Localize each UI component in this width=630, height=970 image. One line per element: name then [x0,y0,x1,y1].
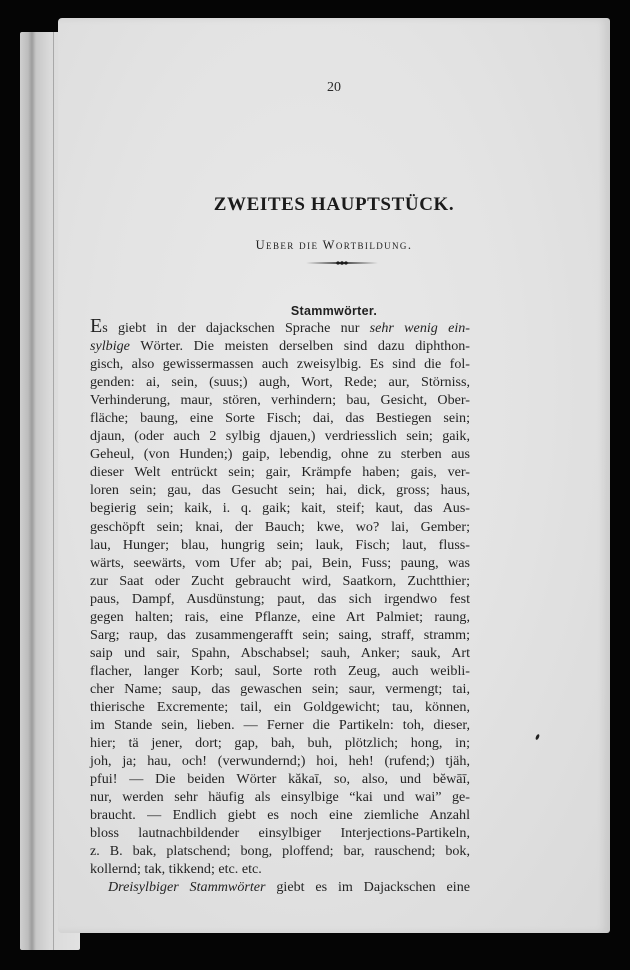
section-heading: Stammwörter. [290,304,378,318]
ink-speck [535,734,540,741]
body-paragraph [90,315,470,897]
text-line: geschöpft sein; knai, der Bauch; kwe, wo? lai, Gember; [90,518,470,535]
text-line: bloss lautnachbildender einsylbiger Interjections-Partikeln, [90,825,470,842]
page-number: 20 [327,80,341,95]
text-line: nur, werden sehr häufig als einsylbige “kai und wai” ge- [90,789,470,806]
text-line: saip und sair, Spahn, Abschabsel; sauh, Anker; sauk, Art [90,644,470,661]
text-line: Sarg; raup, das zusammengerafft sein; saing, straff, stramm; [90,626,470,643]
text-line: Es giebt in der dajackschen Sprache nur sehr wenig ein- [90,315,470,337]
page-crease [53,32,54,950]
decorative-rule-icon [306,258,378,268]
emphasis: sehr wenig ein- [369,320,470,336]
emphasis: Dreisylbiger Stammwörter [108,879,266,896]
text-line: kollernd; tak, tikkend; etc. etc. [90,861,262,878]
text-line: dieser Welt entrückt sein; gair, Krämpfe haben; gais, ver- [90,464,470,481]
text-line: flacher, langer Korb; saul, Sorte roth Zeug, auch weibli- [90,662,470,679]
text-line: braucht. — Endlich giebt es noch eine ziemliche Anzahl [90,807,470,824]
chapter-title: ZWEITES HAUPTSTÜCK. [213,194,455,215]
text-line: Verhinderung, maur, stören, verhindern; bau, Gesicht, Ober- [90,392,470,409]
text-line: gegen halten; rais, eine Pflanze, eine Art Palmiet; raung, [90,608,470,625]
text-line: zur Saat oder Zucht gebraucht wird, Saatkorn, Zuchtthier; [90,572,470,589]
text-line: thierische Excremente; tail, ein Goldgewicht; tau, können, [90,698,470,715]
text-line: genden: ai, sein, (suus;) augh, Wort, Rede; aur, Störniss, [90,374,470,391]
text-line: pfui! — Die beiden Wörter kăkaī, so, also, und bĕwāī, [90,771,470,788]
text-line: loren sein; gau, das Gesucht sein; hai, dick, gross; haus, [90,482,470,499]
text-line: Geheul, (von Hunden;) gaip, lebendig, ohne zu sterben aus [90,446,470,463]
text-line: im Stande sein, lieben. — Ferner die Partikeln: toh, dieser, [90,717,470,734]
text-line: wärts, seewärts, vom Ufer ab; pai, Bein, Fuss; paung, was [90,554,470,571]
text-line: joh, ja; hau, och! (verwundernd;) hoi, heh! (rufend;) tjäh, [90,753,470,770]
text-line: Dreisylbiger Stammwörter giebt es im Dajackschen eine [108,879,470,896]
text-line: sylbige Wörter. Die meisten derselben sind dazu diphthon- [90,338,470,355]
text-line: djaun, (oder auch 2 sylbig djauen,) verdriesslich sein; gaik, [90,428,470,445]
text-line: hier; tä jener, dort; gap, bah, buh, plötzlich; hong, in; [90,735,470,752]
text-line: paus, Dampf, Ausdünstung; paut, das sich irgendwo fest [90,590,470,607]
emphasis: sylbige [90,338,130,355]
drop-cap: E [90,315,103,337]
text-line: cher Name; saup, das gewaschen sein; saur, vermengt; tai, [90,680,470,697]
text-line: begierig sein; kaik, i. q. gaik; kait, steif; kaut, das Aus- [90,500,470,517]
text-line: fläche; baung, eine Sorte Fisch; dai, das Bestiegen sein; [90,410,470,427]
text-line: z. B. bak, platschend; bong, ploffend; bar, rauschend; bok, [90,843,470,860]
text-line: lau, Hunger; blau, hungrig sein; lauk, Fisch; laut, fluss- [90,536,470,553]
chapter-subtitle: Ueber die Wortbildung. [255,238,413,252]
text-line: gisch, also gewissermassen auch zweisylbig. Es sind die fol- [90,356,470,373]
